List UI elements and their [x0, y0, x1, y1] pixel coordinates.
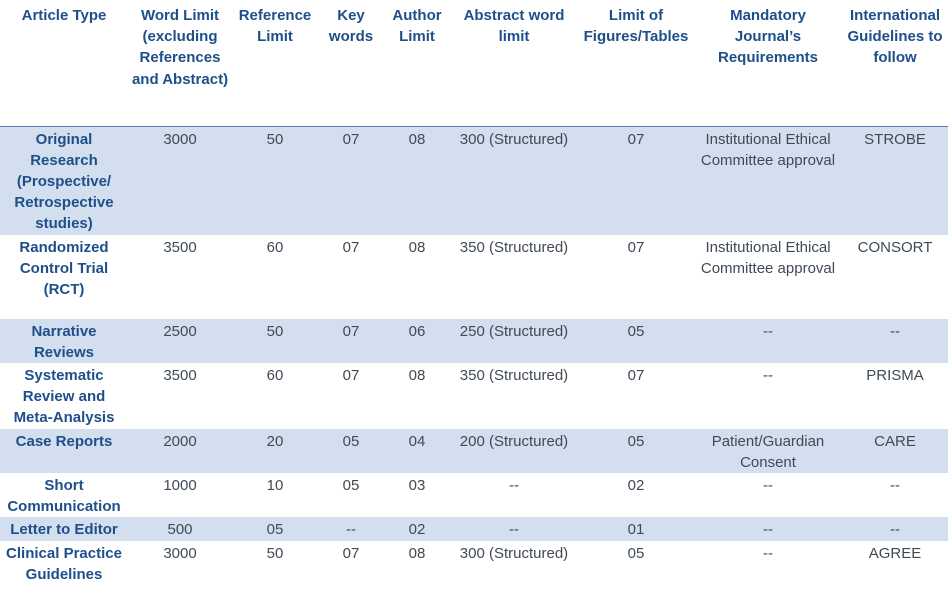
- cell-requirements: --: [763, 544, 773, 562]
- cell-reference-limit: 60: [266, 238, 284, 256]
- cell-key-words: 07: [342, 544, 360, 562]
- cell-requirements: --: [763, 366, 773, 384]
- cell-requirements: Patient/Guardian Consent: [694, 429, 842, 473]
- table-row: [0, 319, 948, 363]
- header-key-words: Key words: [328, 7, 374, 46]
- cell-figures-tables: 07: [627, 366, 645, 384]
- cell-requirements: --: [694, 319, 842, 363]
- cell-key-words: --: [318, 517, 384, 540]
- cell-article-type: Randomized Control Trial (RCT): [19, 238, 109, 298]
- cell-key-words: 05: [342, 476, 360, 494]
- table-row: [0, 473, 948, 517]
- cell-abstract-limit: 200 (Structured): [450, 429, 578, 473]
- cell-author-limit: 03: [408, 476, 426, 494]
- cell-figures-tables: 02: [627, 476, 645, 494]
- cell-requirements: --: [763, 476, 773, 494]
- header-figures-tables: Limit of Figures/Tables: [583, 7, 689, 46]
- cell-requirements: --: [694, 517, 842, 540]
- header-reference-limit: Reference Limit: [238, 7, 312, 46]
- cell-reference-limit: 05: [232, 517, 318, 540]
- header-author-limit: Author Limit: [392, 7, 442, 46]
- header-guidelines: International Guidelines to follow: [847, 7, 943, 67]
- cell-article-type: Systematic Review and Meta-Analysis: [13, 366, 115, 427]
- cell-abstract-limit: 350 (Structured): [459, 238, 569, 256]
- table-row: [0, 541, 948, 591]
- cell-article-type: Short Communication: [7, 476, 121, 516]
- cell-word-limit: 500: [128, 517, 232, 540]
- cell-guidelines: PRISMA: [866, 366, 924, 384]
- cell-key-words: 07: [318, 319, 384, 363]
- cell-abstract-limit: 300 (Structured): [450, 126, 578, 235]
- header-requirements: Mandatory Journal’s Requirements: [717, 7, 819, 67]
- cell-word-limit: 3500: [163, 238, 197, 256]
- cell-author-limit: 08: [408, 366, 426, 384]
- cell-reference-limit: 20: [232, 429, 318, 473]
- cell-word-limit: 3000: [163, 544, 197, 562]
- cell-figures-tables: 05: [578, 429, 694, 473]
- cell-abstract-limit: 250 (Structured): [450, 319, 578, 363]
- cell-article-type: Case Reports: [0, 429, 128, 473]
- cell-reference-limit: 50: [232, 126, 318, 235]
- cell-key-words: 05: [318, 429, 384, 473]
- cell-article-type: Narrative Reviews: [0, 319, 128, 363]
- cell-requirements: Institutional Ethical Committee approval: [694, 126, 842, 235]
- cell-word-limit: 2500: [128, 319, 232, 363]
- cell-abstract-limit: 300 (Structured): [459, 544, 569, 562]
- cell-author-limit: 08: [408, 544, 426, 562]
- cell-word-limit: 3000: [128, 126, 232, 235]
- cell-abstract-limit: --: [509, 476, 519, 494]
- cell-figures-tables: 05: [627, 544, 645, 562]
- header-word-limit: Word Limit (excluding References and Abstract): [131, 7, 229, 88]
- cell-author-limit: 02: [384, 517, 450, 540]
- table-row: [0, 235, 948, 319]
- cell-guidelines: CARE: [842, 429, 948, 473]
- cell-author-limit: 08: [408, 238, 426, 256]
- cell-word-limit: 3500: [163, 366, 197, 384]
- table-row: [0, 429, 948, 473]
- cell-guidelines: CONSORT: [857, 238, 933, 256]
- cell-author-limit: 04: [384, 429, 450, 473]
- cell-author-limit: 06: [384, 319, 450, 363]
- header-row: [0, 0, 948, 126]
- cell-requirements: Institutional Ethical Committee approval: [700, 238, 836, 277]
- cell-article-type: Original Research (Prospective/ Retrospective studies): [0, 126, 128, 235]
- header-article-type: Article Type: [21, 7, 107, 24]
- cell-figures-tables: 07: [578, 126, 694, 235]
- cell-word-limit: 1000: [163, 476, 197, 494]
- cell-article-type: Letter to Editor: [0, 517, 128, 540]
- cell-article-type: Clinical Practice Guidelines: [6, 544, 122, 583]
- cell-guidelines: --: [842, 517, 948, 540]
- cell-word-limit: 2000: [128, 429, 232, 473]
- cell-figures-tables: 01: [578, 517, 694, 540]
- cell-author-limit: 08: [384, 126, 450, 235]
- table-row: [0, 517, 948, 540]
- cell-key-words: 07: [342, 366, 360, 384]
- table-row: [0, 363, 948, 429]
- header-abstract-limit: Abstract word limit: [463, 7, 565, 46]
- cell-guidelines: --: [842, 319, 948, 363]
- cell-reference-limit: 50: [266, 544, 284, 562]
- cell-guidelines: AGREE: [868, 544, 922, 562]
- cell-figures-tables: 07: [627, 238, 645, 256]
- cell-abstract-limit: 350 (Structured): [459, 366, 569, 384]
- cell-figures-tables: 05: [578, 319, 694, 363]
- cell-reference-limit: 50: [232, 319, 318, 363]
- cell-reference-limit: 60: [266, 366, 284, 384]
- cell-abstract-limit: --: [450, 517, 578, 540]
- cell-guidelines: --: [890, 476, 900, 494]
- cell-key-words: 07: [318, 126, 384, 235]
- cell-key-words: 07: [342, 238, 360, 256]
- table-row: [0, 126, 948, 235]
- cell-guidelines: STROBE: [842, 126, 948, 235]
- cell-reference-limit: 10: [266, 476, 284, 494]
